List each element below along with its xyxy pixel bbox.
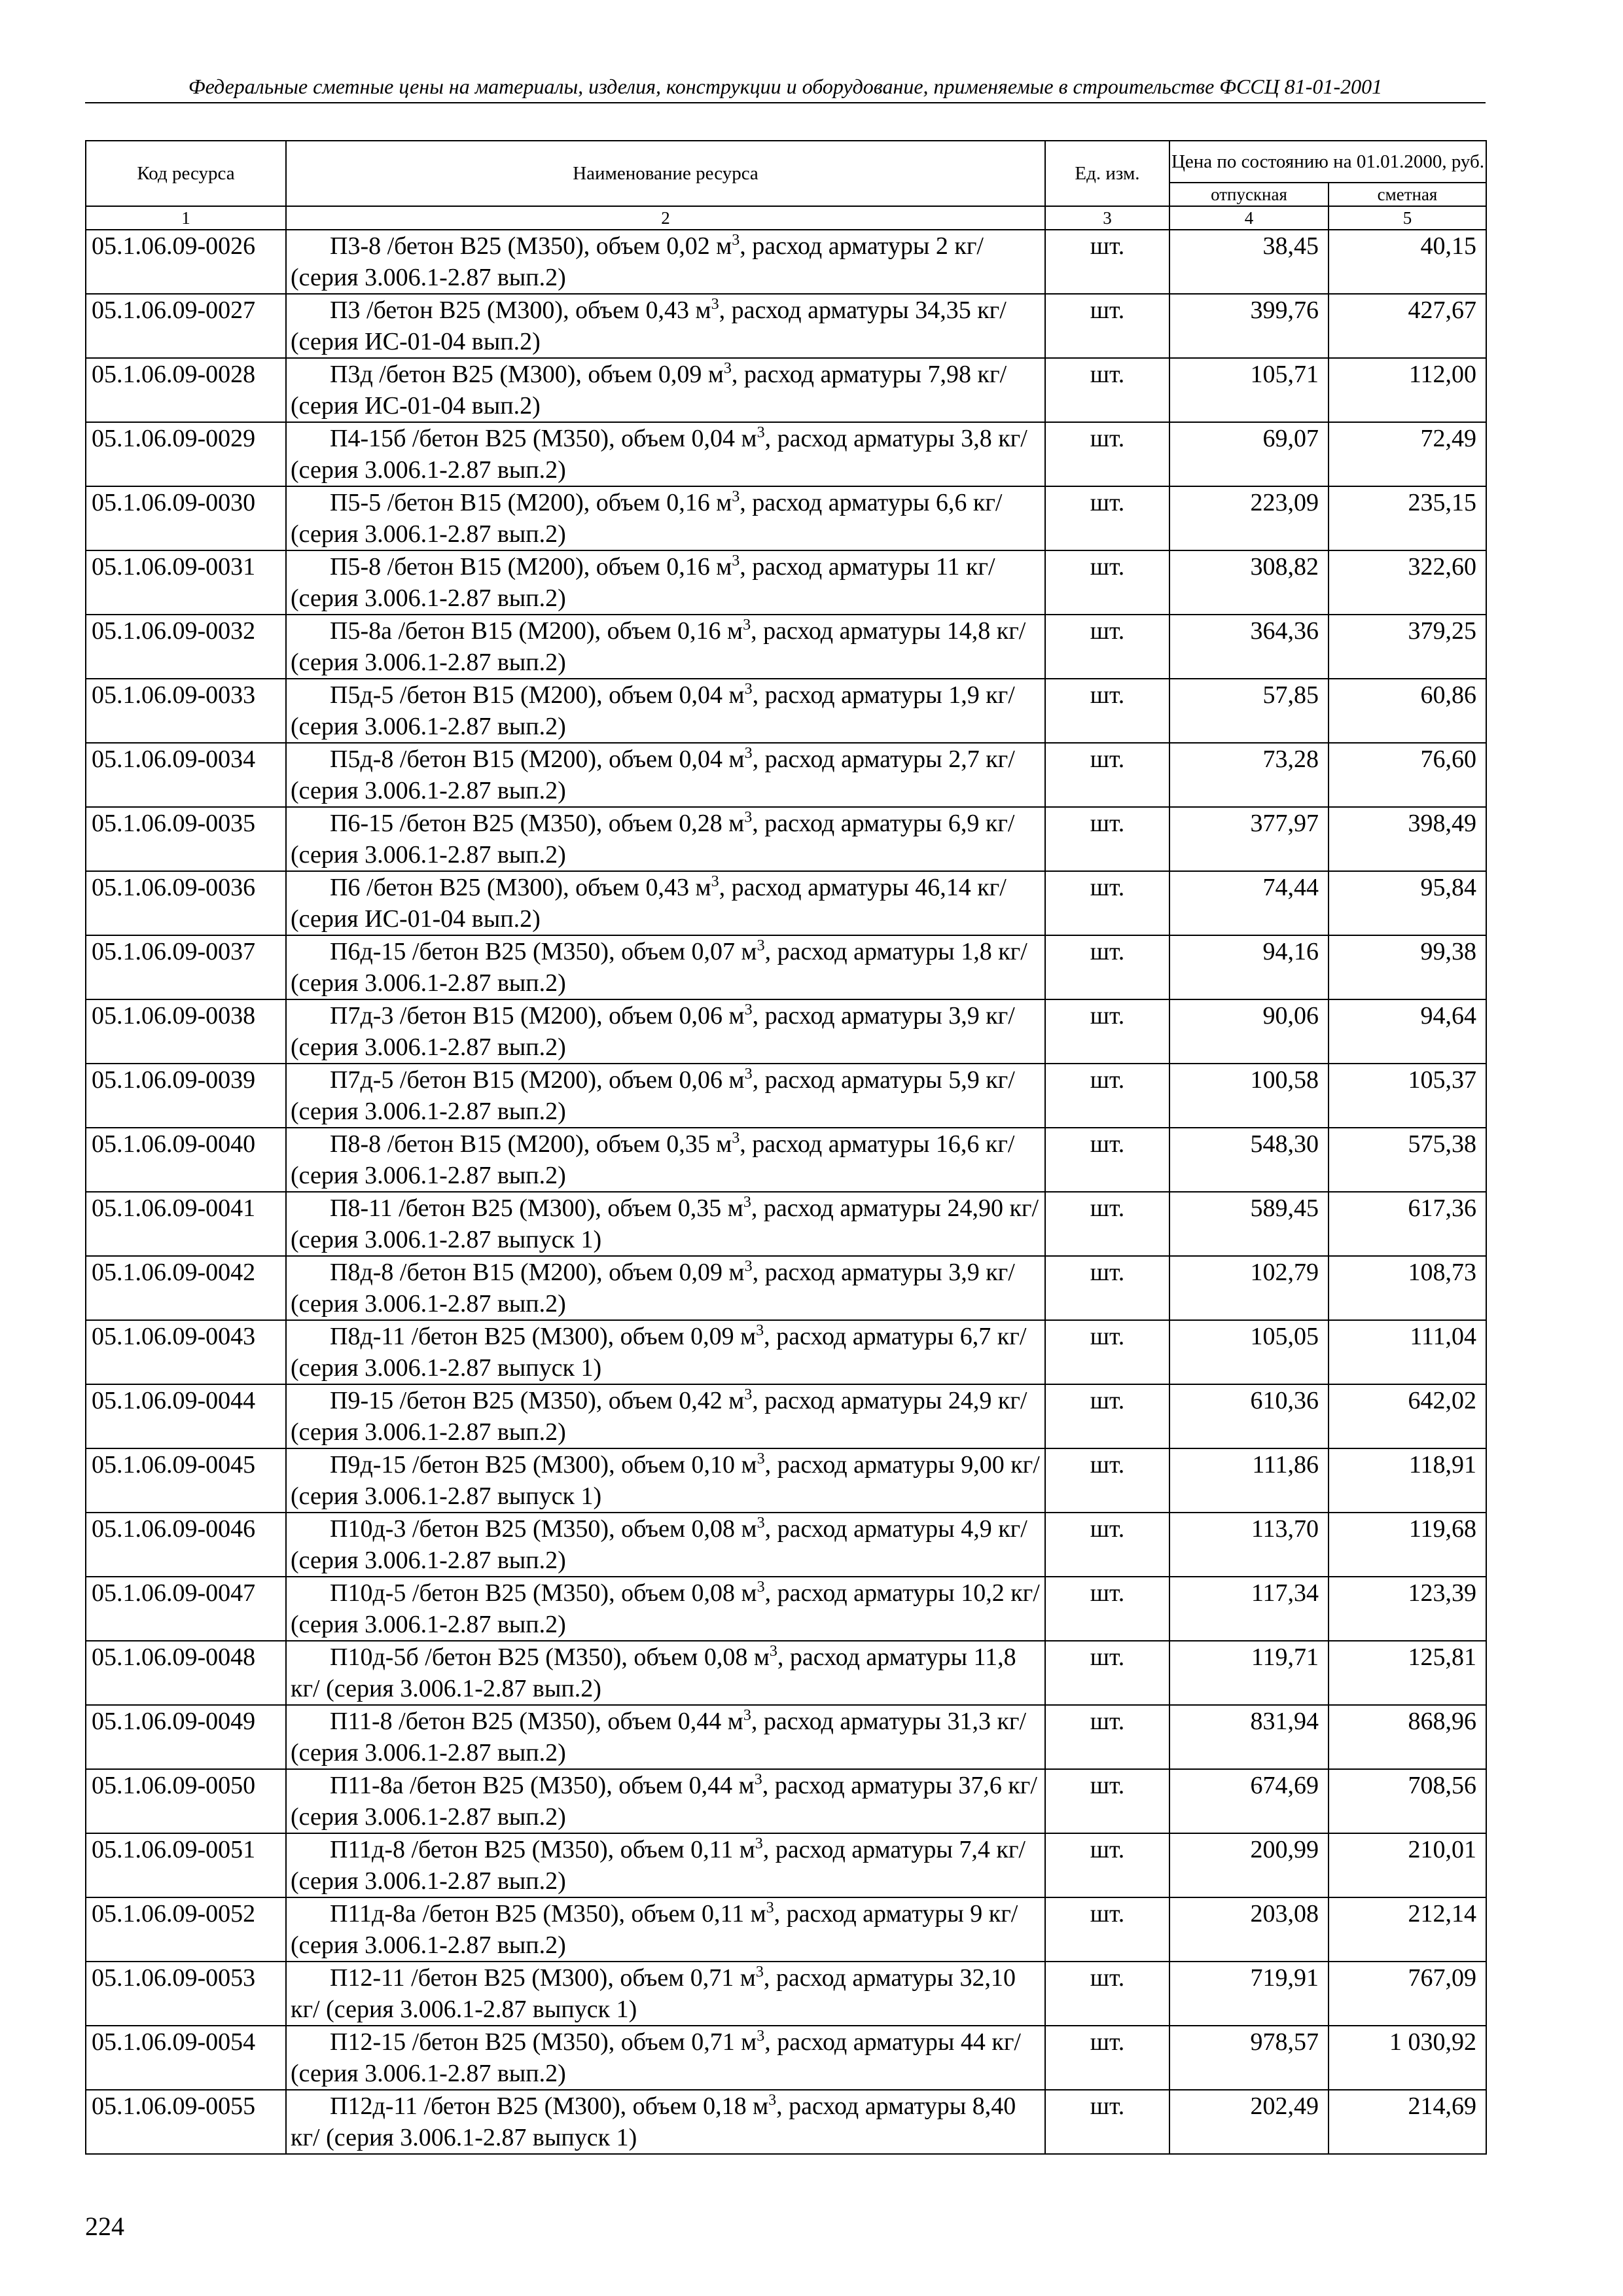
resource-name-part: , расход арматуры 11 кг/ (серия 3.006.1-2.87 вып.2) bbox=[291, 553, 995, 612]
resource-code: 05.1.06.09-0049 bbox=[86, 1705, 286, 1769]
table-row bbox=[86, 1448, 1486, 1513]
unit-of-measure: шт. bbox=[1045, 743, 1169, 807]
resource-code: 05.1.06.09-0035 bbox=[86, 807, 286, 871]
volume-exponent: 3 bbox=[757, 424, 765, 441]
resource-name-part: , расход арматуры 3,9 кг/ (серия 3.006.1-2.87 вып.2) bbox=[291, 1002, 1015, 1061]
resource-name-part: , расход арматуры 7,4 кг/ (серия 3.006.1-2.87 вып.2) bbox=[291, 1836, 1026, 1895]
resource-name-part: , расход арматуры 6,7 кг/ (серия 3.006.1-2.87 выпуск 1) bbox=[291, 1323, 1027, 1382]
resource-name-part: , расход арматуры 11,8 кг/ (серия 3.006.1-2.87 вып.2) bbox=[291, 1643, 1016, 1702]
resource-code: 05.1.06.09-0038 bbox=[86, 999, 286, 1064]
table-row bbox=[86, 679, 1486, 743]
estimate-price: 767,09 bbox=[1329, 1962, 1486, 2026]
estimate-price: 108,73 bbox=[1329, 1256, 1486, 1320]
unit-of-measure: шт. bbox=[1045, 1256, 1169, 1320]
resource-name-part: П5д-5 /бетон В15 (М200), объем 0,04 м bbox=[330, 681, 745, 709]
unit-of-measure: шт. bbox=[1045, 1513, 1169, 1577]
resource-name bbox=[286, 230, 1045, 294]
volume-exponent: 3 bbox=[769, 1643, 777, 1660]
volume-exponent: 3 bbox=[732, 232, 740, 249]
resource-code: 05.1.06.09-0045 bbox=[86, 1448, 286, 1513]
resource-code: 05.1.06.09-0040 bbox=[86, 1128, 286, 1192]
resource-code: 05.1.06.09-0046 bbox=[86, 1513, 286, 1577]
resource-name bbox=[286, 1577, 1045, 1641]
unit-of-measure: шт. bbox=[1045, 1577, 1169, 1641]
volume-exponent: 3 bbox=[757, 1579, 765, 1596]
release-price: 105,05 bbox=[1169, 1320, 1329, 1384]
running-header: Федеральные сметные цены на материалы, изделия, конструкции и оборудование, применяемые в строительстве ФССЦ 81-01-2001 bbox=[85, 73, 1486, 103]
resource-name-part: П7д-5 /бетон В15 (М200), объем 0,06 м bbox=[330, 1066, 745, 1094]
release-price: 589,45 bbox=[1169, 1192, 1329, 1256]
resource-code: 05.1.06.09-0033 bbox=[86, 679, 286, 743]
estimate-price: 398,49 bbox=[1329, 807, 1486, 871]
estimate-price: 94,64 bbox=[1329, 999, 1486, 1064]
release-price: 548,30 bbox=[1169, 1128, 1329, 1192]
estimate-price: 212,14 bbox=[1329, 1897, 1486, 1962]
resource-name-part: , расход арматуры 8,40 кг/ (серия 3.006.1-2.87 выпуск 1) bbox=[291, 2092, 1016, 2151]
resource-code: 05.1.06.09-0037 bbox=[86, 935, 286, 999]
resource-name bbox=[286, 743, 1045, 807]
volume-exponent: 3 bbox=[732, 488, 740, 505]
resource-code: 05.1.06.09-0026 bbox=[86, 230, 286, 294]
estimate-price: 40,15 bbox=[1329, 230, 1486, 294]
volume-exponent: 3 bbox=[757, 937, 765, 954]
volume-exponent: 3 bbox=[732, 1130, 740, 1147]
unit-of-measure: шт. bbox=[1045, 935, 1169, 999]
table-row bbox=[86, 1833, 1486, 1897]
unit-of-measure: шт. bbox=[1045, 1705, 1169, 1769]
table-row bbox=[86, 1897, 1486, 1962]
resource-name-part: , расход арматуры 6,9 кг/ (серия 3.006.1-2.87 вып.2) bbox=[291, 810, 1015, 869]
estimate-price: 427,67 bbox=[1329, 294, 1486, 358]
column-number: 1 bbox=[86, 206, 286, 230]
release-price: 111,86 bbox=[1169, 1448, 1329, 1513]
release-price: 38,45 bbox=[1169, 230, 1329, 294]
resource-name-part: П8-11 /бетон В25 (М300), объем 0,35 м bbox=[330, 1194, 743, 1222]
column-number: 2 bbox=[286, 206, 1045, 230]
resource-name-part: П7д-3 /бетон В15 (М200), объем 0,06 м bbox=[330, 1002, 745, 1030]
estimate-price: 617,36 bbox=[1329, 1192, 1486, 1256]
resource-name-part: П5-8а /бетон В15 (М200), объем 0,16 м bbox=[330, 617, 743, 645]
unit-of-measure: шт. bbox=[1045, 1962, 1169, 2026]
estimate-price: 72,49 bbox=[1329, 422, 1486, 486]
page-number: 224 bbox=[85, 2212, 124, 2241]
resource-code: 05.1.06.09-0034 bbox=[86, 743, 286, 807]
resource-name-part: П11-8 /бетон В25 (М350), объем 0,44 м bbox=[330, 1708, 743, 1735]
resource-name-part: , расход арматуры 3,9 кг/ (серия 3.006.1-2.87 вып.2) bbox=[291, 1259, 1015, 1318]
resource-code: 05.1.06.09-0032 bbox=[86, 615, 286, 679]
resource-code: 05.1.06.09-0055 bbox=[86, 2090, 286, 2154]
resource-code: 05.1.06.09-0051 bbox=[86, 1833, 286, 1897]
resource-name-part: П3д /бетон В25 (М300), объем 0,09 м bbox=[330, 361, 724, 388]
resource-name bbox=[286, 486, 1045, 550]
resource-name bbox=[286, 679, 1045, 743]
resource-code: 05.1.06.09-0027 bbox=[86, 294, 286, 358]
column-number: 5 bbox=[1329, 206, 1486, 230]
resource-name-part: П3-8 /бетон В25 (М350), объем 0,02 м bbox=[330, 232, 732, 260]
resource-name-part: , расход арматуры 16,6 кг/ (серия 3.006.1-2.87 вып.2) bbox=[291, 1130, 1015, 1189]
volume-exponent: 3 bbox=[743, 1707, 751, 1724]
resource-name-part: , расход арматуры 1,9 кг/ (серия 3.006.1-2.87 вып.2) bbox=[291, 681, 1015, 740]
estimate-price: 118,91 bbox=[1329, 1448, 1486, 1513]
estimate-price: 708,56 bbox=[1329, 1769, 1486, 1833]
estimate-price: 214,69 bbox=[1329, 2090, 1486, 2154]
release-price: 831,94 bbox=[1169, 1705, 1329, 1769]
resource-name-part: , расход арматуры 9 кг/ (серия 3.006.1-2.87 вып.2) bbox=[291, 1900, 1018, 1959]
volume-exponent: 3 bbox=[744, 1001, 753, 1018]
table-row bbox=[86, 1064, 1486, 1128]
estimate-price: 868,96 bbox=[1329, 1705, 1486, 1769]
release-price: 610,36 bbox=[1169, 1384, 1329, 1448]
resource-name bbox=[286, 422, 1045, 486]
resource-name bbox=[286, 1064, 1045, 1128]
unit-of-measure: шт. bbox=[1045, 999, 1169, 1064]
resource-name-part: П12-15 /бетон В25 (М350), объем 0,71 м bbox=[330, 2028, 757, 2056]
volume-exponent: 3 bbox=[711, 873, 719, 890]
resource-name-part: , расход арматуры 3,8 кг/ (серия 3.006.1-2.87 вып.2) bbox=[291, 425, 1027, 484]
resource-name bbox=[286, 1833, 1045, 1897]
unit-of-measure: шт. bbox=[1045, 230, 1169, 294]
resource-name-part: П5д-8 /бетон В15 (М200), объем 0,04 м bbox=[330, 745, 745, 773]
table-row bbox=[86, 2090, 1486, 2154]
resource-name-part: , расход арматуры 2 кг/ (серия 3.006.1-2.87 вып.2) bbox=[291, 232, 984, 291]
unit-of-measure: шт. bbox=[1045, 1897, 1169, 1962]
resource-code: 05.1.06.09-0054 bbox=[86, 2026, 286, 2090]
resource-name-part: П11д-8 /бетон В25 (М350), объем 0,11 м bbox=[330, 1836, 755, 1863]
table-row bbox=[86, 1384, 1486, 1448]
estimate-price: 1 030,92 bbox=[1329, 2026, 1486, 2090]
header-unit: Ед. изм. bbox=[1045, 141, 1169, 206]
resource-name bbox=[286, 1384, 1045, 1448]
table-row bbox=[86, 743, 1486, 807]
resource-name-part: П10д-3 /бетон В25 (М350), объем 0,08 м bbox=[330, 1515, 757, 1543]
volume-exponent: 3 bbox=[744, 1066, 753, 1083]
volume-exponent: 3 bbox=[757, 2028, 765, 2045]
volume-exponent: 3 bbox=[744, 1386, 753, 1403]
resource-name-part: , расход арматуры 46,14 кг/ (серия ИС-01-04 вып.2) bbox=[291, 874, 1007, 933]
estimate-price: 119,68 bbox=[1329, 1513, 1486, 1577]
release-price: 117,34 bbox=[1169, 1577, 1329, 1641]
resource-name-part: П9-15 /бетон В25 (М350), объем 0,42 м bbox=[330, 1387, 745, 1414]
table-body bbox=[86, 230, 1486, 2154]
resource-name-part: , расход арматуры 4,9 кг/ (серия 3.006.1-2.87 вып.2) bbox=[291, 1515, 1027, 1574]
estimate-price: 379,25 bbox=[1329, 615, 1486, 679]
estimate-price: 76,60 bbox=[1329, 743, 1486, 807]
header-estimate-price: сметная bbox=[1329, 183, 1486, 206]
estimate-price: 123,39 bbox=[1329, 1577, 1486, 1641]
resource-code: 05.1.06.09-0029 bbox=[86, 422, 286, 486]
volume-exponent: 3 bbox=[744, 1258, 753, 1275]
resource-name-part: П5-8 /бетон В15 (М200), объем 0,16 м bbox=[330, 553, 732, 581]
unit-of-measure: шт. bbox=[1045, 1192, 1169, 1256]
resource-name-part: , расход арматуры 9,00 кг/ (серия 3.006.1-2.87 выпуск 1) bbox=[291, 1451, 1040, 1510]
resource-code: 05.1.06.09-0031 bbox=[86, 550, 286, 615]
release-price: 74,44 bbox=[1169, 871, 1329, 935]
header-release-price: отпускная bbox=[1169, 183, 1329, 206]
resource-name bbox=[286, 1705, 1045, 1769]
resource-name bbox=[286, 1128, 1045, 1192]
unit-of-measure: шт. bbox=[1045, 1769, 1169, 1833]
resource-code: 05.1.06.09-0030 bbox=[86, 486, 286, 550]
table-row bbox=[86, 1513, 1486, 1577]
volume-exponent: 3 bbox=[732, 552, 740, 569]
unit-of-measure: шт. bbox=[1045, 1641, 1169, 1705]
resource-name-part: , расход арматуры 34,35 кг/ (серия ИС-01-04 вып.2) bbox=[291, 296, 1007, 355]
resource-name bbox=[286, 935, 1045, 999]
resource-name-part: П12-11 /бетон В25 (М300), объем 0,71 м bbox=[330, 1964, 756, 1992]
column-number: 3 bbox=[1045, 206, 1169, 230]
release-price: 377,97 bbox=[1169, 807, 1329, 871]
resource-name bbox=[286, 1769, 1045, 1833]
volume-exponent: 3 bbox=[744, 681, 753, 698]
resource-code: 05.1.06.09-0047 bbox=[86, 1577, 286, 1641]
release-price: 73,28 bbox=[1169, 743, 1329, 807]
resource-name bbox=[286, 550, 1045, 615]
resource-name bbox=[286, 294, 1045, 358]
volume-exponent: 3 bbox=[744, 809, 753, 826]
unit-of-measure: шт. bbox=[1045, 294, 1169, 358]
resource-name bbox=[286, 1256, 1045, 1320]
table-row bbox=[86, 230, 1486, 294]
unit-of-measure: шт. bbox=[1045, 1833, 1169, 1897]
resource-name-part: П6-15 /бетон В25 (М350), объем 0,28 м bbox=[330, 810, 745, 837]
table-row bbox=[86, 999, 1486, 1064]
resource-name bbox=[286, 1320, 1045, 1384]
table-row bbox=[86, 807, 1486, 871]
estimate-price: 111,04 bbox=[1329, 1320, 1486, 1384]
resource-name-part: , расход арматуры 10,2 кг/ (серия 3.006.1-2.87 вып.2) bbox=[291, 1579, 1040, 1638]
release-price: 674,69 bbox=[1169, 1769, 1329, 1833]
unit-of-measure: шт. bbox=[1045, 2026, 1169, 2090]
unit-of-measure: шт. bbox=[1045, 550, 1169, 615]
release-price: 119,71 bbox=[1169, 1641, 1329, 1705]
volume-exponent: 3 bbox=[711, 296, 719, 313]
volume-exponent: 3 bbox=[743, 1194, 751, 1211]
table-row bbox=[86, 1769, 1486, 1833]
resource-name-part: П9д-15 /бетон В25 (М300), объем 0,10 м bbox=[330, 1451, 757, 1479]
resource-name-part: П4-15б /бетон В25 (М350), объем 0,04 м bbox=[330, 425, 757, 452]
table-row bbox=[86, 1320, 1486, 1384]
resource-name-part: П3 /бетон В25 (М300), объем 0,43 м bbox=[330, 296, 711, 324]
release-price: 203,08 bbox=[1169, 1897, 1329, 1962]
table-row bbox=[86, 486, 1486, 550]
unit-of-measure: шт. bbox=[1045, 807, 1169, 871]
resource-name bbox=[286, 1897, 1045, 1962]
header-code: Код ресурса bbox=[86, 141, 286, 206]
resource-code: 05.1.06.09-0039 bbox=[86, 1064, 286, 1128]
release-price: 978,57 bbox=[1169, 2026, 1329, 2090]
release-price: 308,82 bbox=[1169, 550, 1329, 615]
release-price: 102,79 bbox=[1169, 1256, 1329, 1320]
release-price: 57,85 bbox=[1169, 679, 1329, 743]
estimate-price: 125,81 bbox=[1329, 1641, 1486, 1705]
unit-of-measure: шт. bbox=[1045, 1320, 1169, 1384]
resource-name-part: , расход арматуры 24,90 кг/ (серия 3.006.1-2.87 выпуск 1) bbox=[291, 1194, 1039, 1253]
release-price: 399,76 bbox=[1169, 294, 1329, 358]
release-price: 90,06 bbox=[1169, 999, 1329, 1064]
resource-name bbox=[286, 1192, 1045, 1256]
resource-name bbox=[286, 615, 1045, 679]
resource-code: 05.1.06.09-0043 bbox=[86, 1320, 286, 1384]
column-number: 4 bbox=[1169, 206, 1329, 230]
resource-name-part: П5-5 /бетон В15 (М200), объем 0,16 м bbox=[330, 489, 732, 516]
volume-exponent: 3 bbox=[723, 360, 732, 377]
table-row bbox=[86, 1705, 1486, 1769]
resource-name-part: , расход арматуры 5,9 кг/ (серия 3.006.1-2.87 вып.2) bbox=[291, 1066, 1015, 1125]
resource-name-part: , расход арматуры 24,9 кг/ (серия 3.006.1-2.87 вып.2) bbox=[291, 1387, 1027, 1446]
resource-code: 05.1.06.09-0050 bbox=[86, 1769, 286, 1833]
resource-code: 05.1.06.09-0042 bbox=[86, 1256, 286, 1320]
volume-exponent: 3 bbox=[766, 1899, 774, 1916]
estimate-price: 642,02 bbox=[1329, 1384, 1486, 1448]
release-price: 94,16 bbox=[1169, 935, 1329, 999]
release-price: 105,71 bbox=[1169, 358, 1329, 422]
resource-name-part: П10д-5б /бетон В25 (М350), объем 0,08 м bbox=[330, 1643, 770, 1671]
volume-exponent: 3 bbox=[754, 1771, 762, 1788]
unit-of-measure: шт. bbox=[1045, 486, 1169, 550]
release-price: 69,07 bbox=[1169, 422, 1329, 486]
unit-of-measure: шт. bbox=[1045, 1448, 1169, 1513]
price-table bbox=[85, 140, 1487, 2155]
release-price: 113,70 bbox=[1169, 1513, 1329, 1577]
table-row bbox=[86, 1256, 1486, 1320]
table-row bbox=[86, 358, 1486, 422]
resource-name bbox=[286, 2090, 1045, 2154]
unit-of-measure: шт. bbox=[1045, 422, 1169, 486]
volume-exponent: 3 bbox=[755, 1835, 763, 1852]
resource-name-part: , расход арматуры 37,6 кг/ (серия 3.006.1-2.87 вып.2) bbox=[291, 1772, 1037, 1831]
resource-code: 05.1.06.09-0048 bbox=[86, 1641, 286, 1705]
estimate-price: 235,15 bbox=[1329, 486, 1486, 550]
unit-of-measure: шт. bbox=[1045, 1064, 1169, 1128]
resource-name-part: П6д-15 /бетон В25 (М350), объем 0,07 м bbox=[330, 938, 757, 965]
release-price: 100,58 bbox=[1169, 1064, 1329, 1128]
resource-name-part: , расход арматуры 2,7 кг/ (серия 3.006.1-2.87 вып.2) bbox=[291, 745, 1015, 804]
release-price: 202,49 bbox=[1169, 2090, 1329, 2154]
table-row bbox=[86, 1641, 1486, 1705]
resource-code: 05.1.06.09-0053 bbox=[86, 1962, 286, 2026]
unit-of-measure: шт. bbox=[1045, 871, 1169, 935]
resource-name bbox=[286, 2026, 1045, 2090]
estimate-price: 60,86 bbox=[1329, 679, 1486, 743]
header-price-group: Цена по состоянию на 01.01.2000, руб. bbox=[1169, 141, 1486, 183]
table-row bbox=[86, 935, 1486, 999]
table-row bbox=[86, 1577, 1486, 1641]
resource-name-part: , расход арматуры 7,98 кг/ (серия ИС-01-04 вып.2) bbox=[291, 361, 1007, 420]
unit-of-measure: шт. bbox=[1045, 615, 1169, 679]
resource-name bbox=[286, 871, 1045, 935]
resource-name bbox=[286, 1962, 1045, 2026]
resource-name-part: , расход арматуры 31,3 кг/ (серия 3.006.1-2.87 вып.2) bbox=[291, 1708, 1027, 1767]
volume-exponent: 3 bbox=[756, 1322, 764, 1339]
volume-exponent: 3 bbox=[743, 617, 751, 634]
table-row bbox=[86, 550, 1486, 615]
release-price: 200,99 bbox=[1169, 1833, 1329, 1897]
resource-name-part: П8д-8 /бетон В15 (М200), объем 0,09 м bbox=[330, 1259, 745, 1286]
header-name: Наименование ресурса bbox=[286, 141, 1045, 206]
estimate-price: 105,37 bbox=[1329, 1064, 1486, 1128]
resource-name bbox=[286, 358, 1045, 422]
resource-name bbox=[286, 1641, 1045, 1705]
resource-name-part: П8д-11 /бетон В25 (М300), объем 0,09 м bbox=[330, 1323, 757, 1350]
resource-code: 05.1.06.09-0044 bbox=[86, 1384, 286, 1448]
resource-name-part: , расход арматуры 6,6 кг/ (серия 3.006.1-2.87 вып.2) bbox=[291, 489, 1003, 548]
table-row bbox=[86, 2026, 1486, 2090]
resource-name-part: , расход арматуры 14,8 кг/ (серия 3.006.1-2.87 вып.2) bbox=[291, 617, 1026, 676]
resource-name-part: П6 /бетон В25 (М300), объем 0,43 м bbox=[330, 874, 711, 901]
estimate-price: 112,00 bbox=[1329, 358, 1486, 422]
unit-of-measure: шт. bbox=[1045, 2090, 1169, 2154]
resource-code: 05.1.06.09-0028 bbox=[86, 358, 286, 422]
resource-name-part: , расход арматуры 32,10 кг/ (серия 3.006.1-2.87 выпуск 1) bbox=[291, 1964, 1016, 2023]
resource-name-part: П12д-11 /бетон В25 (М300), объем 0,18 м bbox=[330, 2092, 769, 2120]
estimate-price: 99,38 bbox=[1329, 935, 1486, 999]
unit-of-measure: шт. bbox=[1045, 1384, 1169, 1448]
estimate-price: 575,38 bbox=[1329, 1128, 1486, 1192]
resource-name-part: П8-8 /бетон В15 (М200), объем 0,35 м bbox=[330, 1130, 732, 1158]
table-row bbox=[86, 615, 1486, 679]
release-price: 719,91 bbox=[1169, 1962, 1329, 2026]
table-row bbox=[86, 871, 1486, 935]
resource-name-part: , расход арматуры 1,8 кг/ (серия 3.006.1-2.87 вып.2) bbox=[291, 938, 1027, 997]
resource-name-part: П10д-5 /бетон В25 (М350), объем 0,08 м bbox=[330, 1579, 757, 1607]
unit-of-measure: шт. bbox=[1045, 1128, 1169, 1192]
table-row bbox=[86, 422, 1486, 486]
release-price: 223,09 bbox=[1169, 486, 1329, 550]
table-row bbox=[86, 1128, 1486, 1192]
volume-exponent: 3 bbox=[757, 1515, 765, 1532]
estimate-price: 95,84 bbox=[1329, 871, 1486, 935]
unit-of-measure: шт. bbox=[1045, 679, 1169, 743]
resource-code: 05.1.06.09-0041 bbox=[86, 1192, 286, 1256]
resource-name-part: П11-8а /бетон В25 (М350), объем 0,44 м bbox=[330, 1772, 755, 1799]
resource-name bbox=[286, 1448, 1045, 1513]
volume-exponent: 3 bbox=[768, 2092, 777, 2109]
resource-name bbox=[286, 999, 1045, 1064]
volume-exponent: 3 bbox=[755, 1964, 764, 1981]
resource-name-part: П11д-8а /бетон В25 (М350), объем 0,11 м bbox=[330, 1900, 766, 1928]
volume-exponent: 3 bbox=[744, 745, 753, 762]
resource-name-part: , расход арматуры 44 кг/ (серия 3.006.1-2.87 вып.2) bbox=[291, 2028, 1021, 2087]
unit-of-measure: шт. bbox=[1045, 358, 1169, 422]
volume-exponent: 3 bbox=[757, 1450, 765, 1467]
resource-name bbox=[286, 807, 1045, 871]
estimate-price: 322,60 bbox=[1329, 550, 1486, 615]
resource-code: 05.1.06.09-0052 bbox=[86, 1897, 286, 1962]
release-price: 364,36 bbox=[1169, 615, 1329, 679]
resource-name bbox=[286, 1513, 1045, 1577]
estimate-price: 210,01 bbox=[1329, 1833, 1486, 1897]
table-row bbox=[86, 1962, 1486, 2026]
resource-code: 05.1.06.09-0036 bbox=[86, 871, 286, 935]
table-row bbox=[86, 294, 1486, 358]
table-row bbox=[86, 1192, 1486, 1256]
